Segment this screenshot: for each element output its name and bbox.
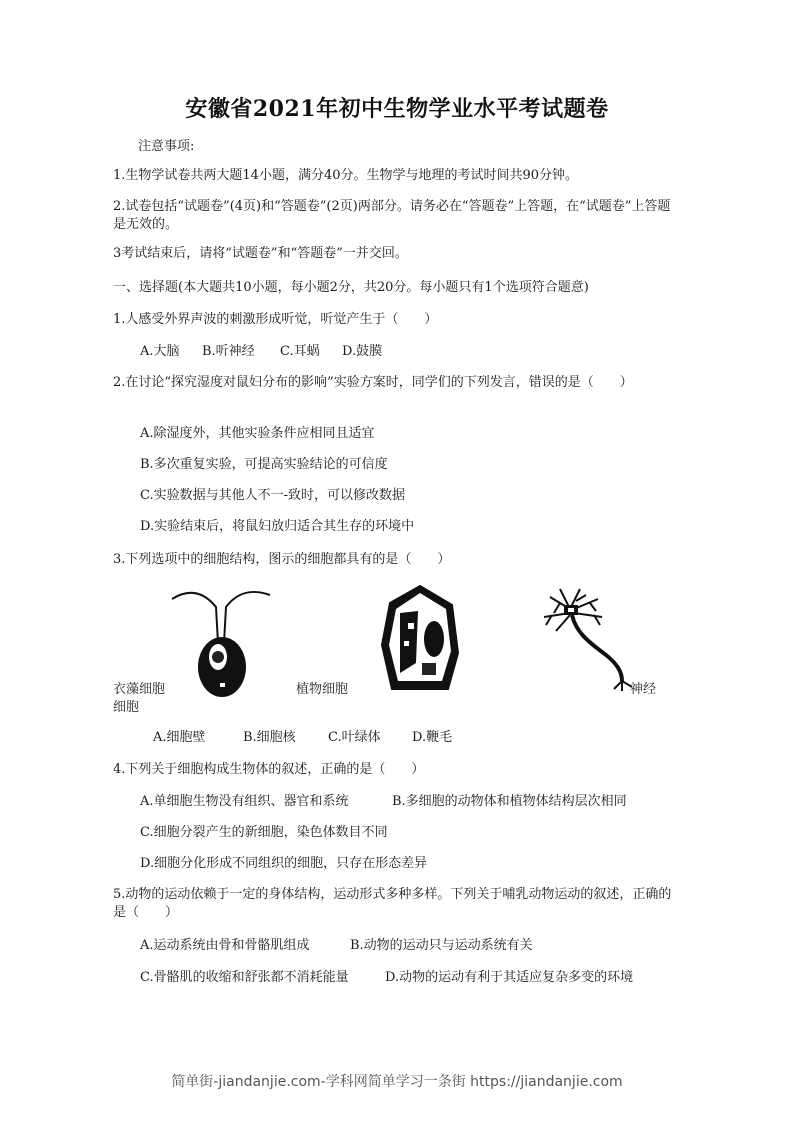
- plant-cell-figure: [378, 583, 462, 695]
- notice-item-3: 3考试结束后，请将“试题卷”和“答题卷”一并交回。: [113, 246, 408, 261]
- question-1-option-c: C.耳蜗: [280, 344, 320, 359]
- question-1-stem: 1.人感受外界声波的刺激形成听觉，听觉产生于（ ）: [113, 312, 438, 327]
- page-title: 安徽省2021年初中生物学业水平考试题卷: [185, 96, 609, 122]
- question-2-option-d: D.实验结束后，将鼠妇放归适合其生存的环境中: [140, 519, 415, 534]
- question-4-option-a: A.单细胞生物没有组织、器官和系统: [140, 794, 349, 809]
- question-5-option-b: B.动物的运动只与运动系统有关: [350, 938, 533, 953]
- chlamydomonas-cell-figure: [168, 585, 278, 700]
- section-heading: 一、选择题(本大题共10小题，每小题2分，共20分。每小题只有1个选项符合题意): [113, 280, 589, 295]
- neuron-figure: [530, 583, 640, 693]
- question-4-option-c: C.细胞分裂产生的新细胞，染色体数目不同: [140, 825, 388, 840]
- question-4-stem: 4.下列关于细胞构成生物体的叙述，正确的是（ ）: [113, 762, 425, 777]
- question-4-option-b: B.多细胞的动物体和植物体结构层次相同: [392, 794, 627, 809]
- question-5-option-d: D.动物的运动有利于其适应复杂多变的环境: [385, 970, 634, 985]
- question-3-option-a: A.细胞壁: [153, 730, 206, 745]
- notice-item-2: 2.试卷包括“试题卷”(4页)和“答题卷”(2页)两部分。请务必在“答题卷”上答题，在“试题卷”上答题是无效的。: [113, 199, 671, 232]
- footer-watermark: 简单街-jiandanjie.com-学科网简单学习一条街 https://jiandanjie.com: [171, 1074, 623, 1090]
- question-2-stem: 2.在讨论“探究湿度对鼠妇分布的影响”实验方案时，同学们的下列发言，错误的是（ ）: [113, 375, 633, 390]
- question-3-option-c: C.叶绿体: [328, 730, 381, 745]
- question-2-option-c: C.实验数据与其他人不一-致时，可以修改数据: [140, 488, 406, 503]
- question-5-stem: 5.动物的运动依赖于一定的身体结构，运动形式多种多样。下列关于哺乳动物运动的叙述，正确的是（ ）: [113, 887, 672, 920]
- question-2-option-a: A.除湿度外，其他实验条件应相同且适宜: [140, 426, 375, 441]
- question-2-option-b: B.多次重复实验，可提高实验结论的可信度: [140, 457, 388, 472]
- question-3-option-b: B.细胞核: [243, 730, 296, 745]
- figure-label-cell: 细胞: [113, 700, 140, 715]
- question-1-option-a: A.大脑: [140, 344, 180, 359]
- figure-label-plant-cell: 植物细胞: [296, 682, 349, 697]
- notice-item-1: 1.生物学试卷共两大题14小题，满分40分。生物学与地理的考试时间共90分钟。: [113, 168, 579, 183]
- question-1-option-b: B.听神经: [202, 344, 255, 359]
- question-3-stem: 3.下列选项中的细胞结构，图示的细胞都具有的是（ ）: [113, 552, 451, 567]
- question-3-option-d: D.鞭毛: [412, 730, 453, 745]
- question-5-option-a: A.运动系统由骨和骨骼肌组成: [140, 938, 310, 953]
- figure-label-neuron: 神经: [630, 682, 657, 697]
- question-4-option-d: D.细胞分化形成不同组织的细胞，只存在形态差异: [140, 856, 428, 871]
- notice-heading: 注意事项:: [138, 139, 195, 154]
- figure-label-chlamydomonas: 衣藻细胞: [113, 682, 166, 697]
- question-1-option-d: D.鼓膜: [342, 344, 383, 359]
- question-5-option-c: C.骨骼肌的收缩和舒张都不消耗能量: [140, 970, 349, 985]
